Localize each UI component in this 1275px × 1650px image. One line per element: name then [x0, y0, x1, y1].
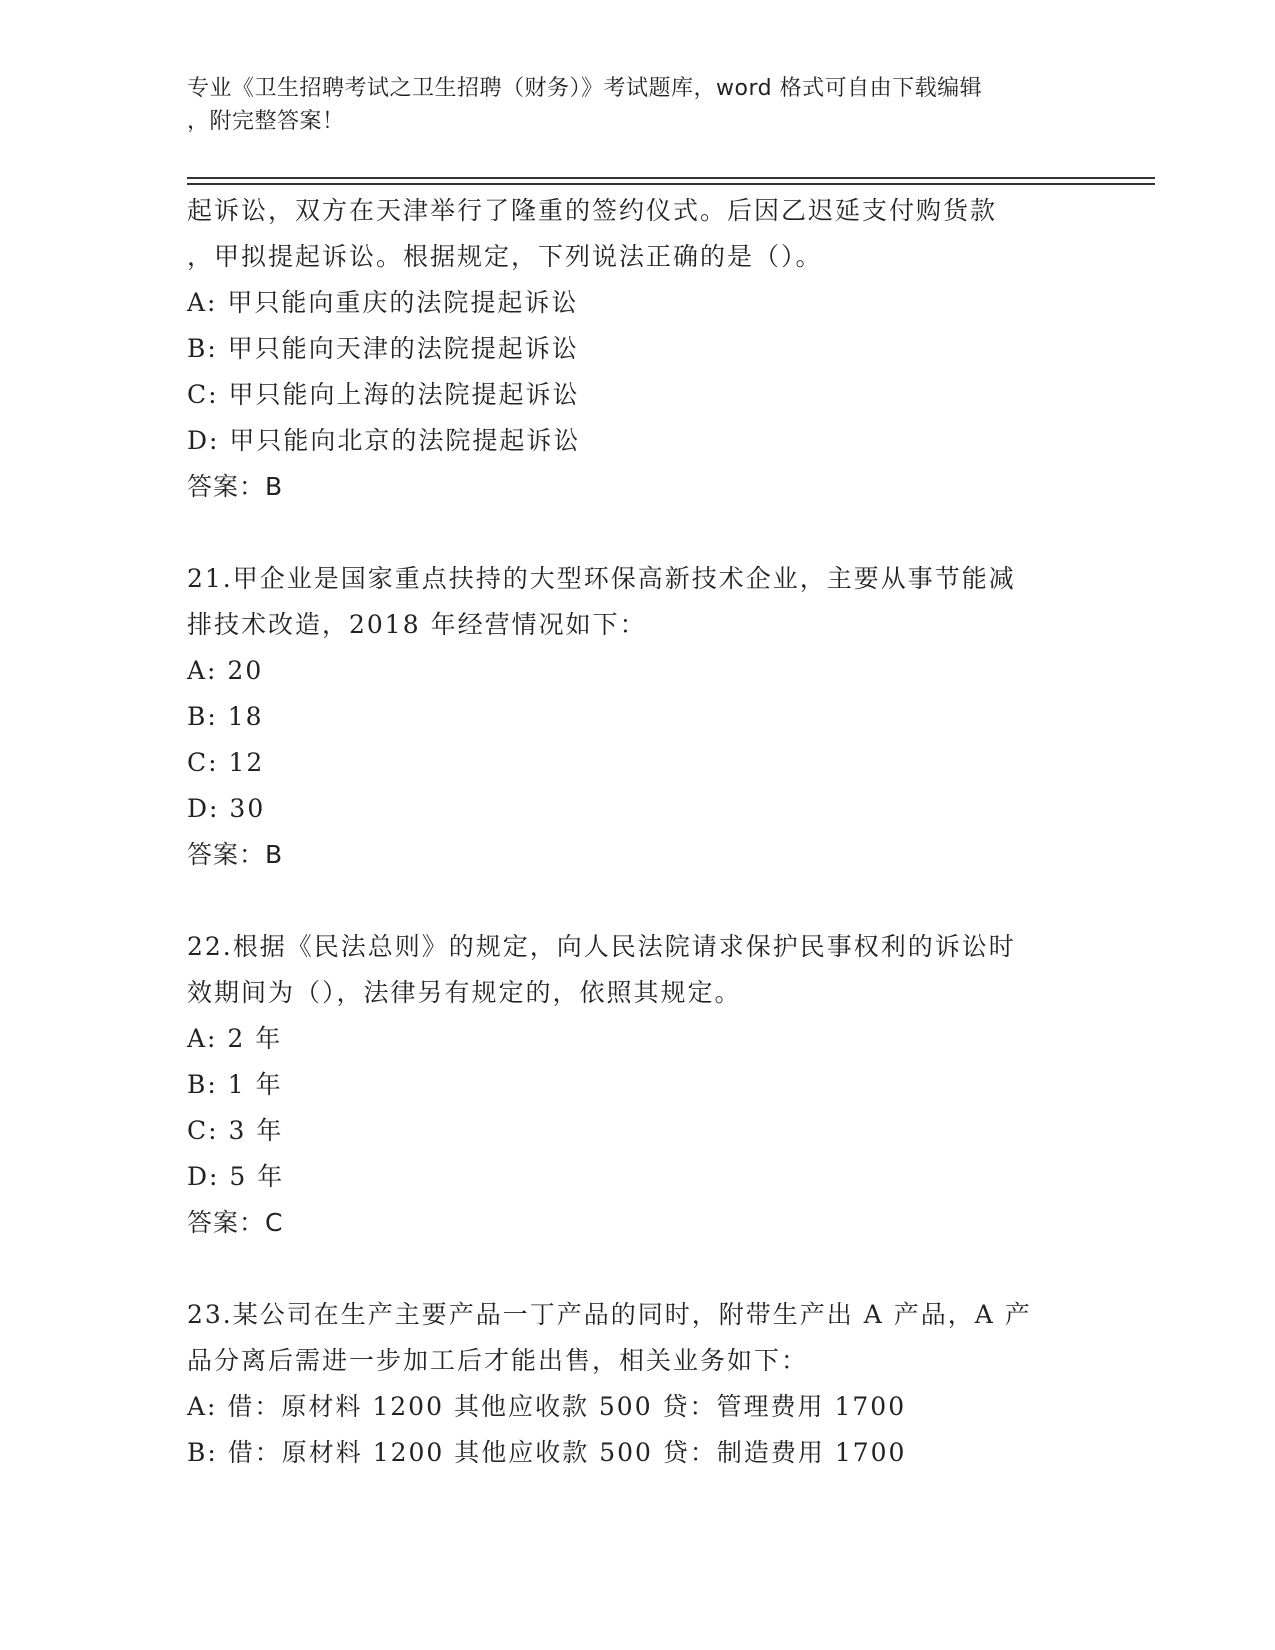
question-text-line: 排技术改造，2018 年经营情况如下：: [187, 610, 647, 639]
option-a: A: 20: [187, 656, 264, 685]
document-body: [187, 188, 1147, 1476]
option-b: B: 1 年: [187, 1070, 283, 1099]
question-text-line: 23.某公司在生产主要产品一丁产品的同时，附带生产出 A 产品，A 产: [187, 1300, 1032, 1329]
option-b: B: 18: [187, 702, 264, 731]
option-d: D: 甲只能向北京的法院提起诉讼: [187, 426, 581, 455]
question-text-line: ，甲拟提起诉讼。根据规定，下列说法正确的是（）。: [187, 242, 823, 271]
question-21: [187, 556, 1147, 878]
option-c: C: 甲只能向上海的法院提起诉讼: [187, 380, 580, 409]
question-text-line: 21.甲企业是国家重点扶持的大型环保高新技术企业，主要从事节能减: [187, 564, 1016, 593]
answer-line: 答案：B: [187, 840, 284, 869]
spacer: [187, 510, 1147, 556]
option-c: C: 12: [187, 748, 265, 777]
option-a: A: 借：原材料 1200 其他应收款 500 贷：管理费用 1700: [187, 1392, 907, 1421]
question-fragment: [187, 188, 1147, 510]
answer-line: 答案：B: [187, 472, 284, 501]
option-b: B: 借：原材料 1200 其他应收款 500 贷：制造费用 1700: [187, 1438, 907, 1467]
document-header: [187, 72, 1087, 138]
option-a: A: 甲只能向重庆的法院提起诉讼: [187, 288, 579, 317]
header-line-2: ，附完整答案！: [187, 109, 345, 134]
question-text-line: 22.根据《民法总则》的规定，向人民法院请求保护民事权利的诉讼时: [187, 932, 1016, 961]
question-text-line: 效期间为（），法律另有规定的，依照其规定。: [187, 978, 742, 1007]
question-23: [187, 1292, 1147, 1476]
option-d: D: 30: [187, 794, 266, 823]
question-text-line: 起诉讼，双方在天津举行了隆重的签约仪式。后因乙迟延支付购货款: [187, 196, 998, 225]
option-a: A: 2 年: [187, 1024, 283, 1053]
answer-line: 答案：C: [187, 1208, 284, 1237]
header-divider-top: [187, 177, 1155, 179]
option-b: B: 甲只能向天津的法院提起诉讼: [187, 334, 579, 363]
question-text-line: 品分离后需进一步加工后才能出售，相关业务如下：: [187, 1346, 809, 1375]
spacer: [187, 878, 1147, 924]
header-line-1: 专业《卫生招聘考试之卫生招聘（财务）》考试题库，word 格式可自由下载编辑: [187, 76, 983, 101]
option-d: D: 5 年: [187, 1162, 285, 1191]
question-22: [187, 924, 1147, 1246]
header-divider-bottom: [187, 183, 1155, 185]
option-c: C: 3 年: [187, 1116, 284, 1145]
spacer: [187, 1246, 1147, 1292]
